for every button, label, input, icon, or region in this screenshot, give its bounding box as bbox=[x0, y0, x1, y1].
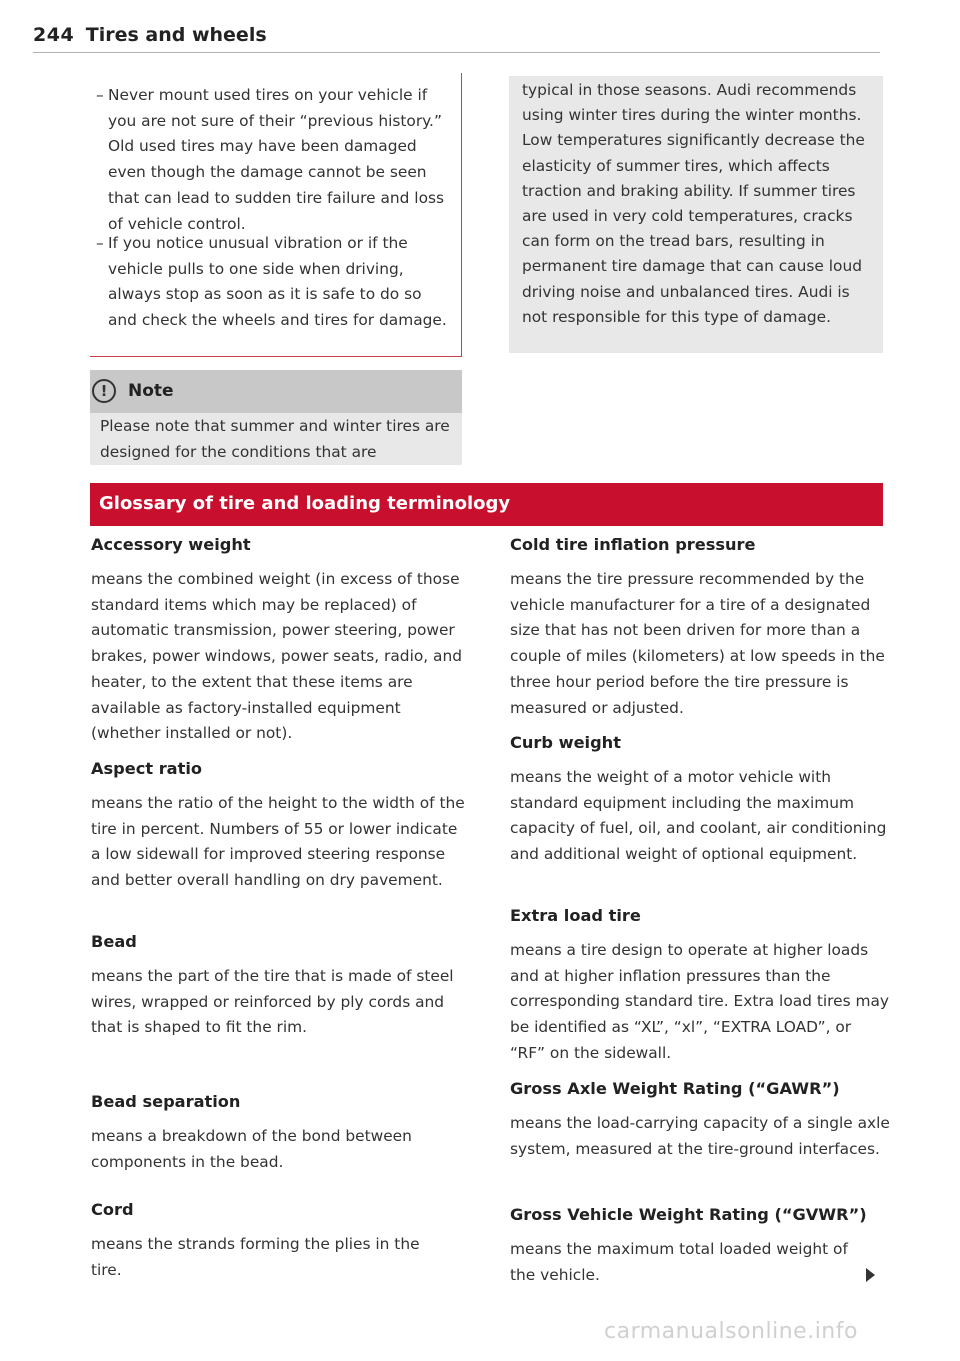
note-header bbox=[90, 370, 462, 413]
glossary-definition: means the part of the tire that is made of steel wires, wrapped or reinforced by ply cords and that is shaped to fit the rim. bbox=[91, 967, 454, 1037]
glossary-term: Gross Vehicle Weight Rating (“GVWR”) bbox=[510, 1205, 867, 1224]
glossary-term: Cord bbox=[91, 1200, 134, 1219]
page-header bbox=[33, 24, 880, 53]
warning-item: – Never mount used tires on your vehicle if you are not sure of their “previous history.” Old used tires may have been damaged even though the damage cannot be seen that can lead to sudden tire failure and loss of vehicle control. bbox=[96, 86, 445, 233]
info-circle-icon: ! bbox=[92, 379, 116, 403]
warning-item: – If you notice unusual vibration or if the vehicle pulls to one side when driving, always stop as soon as it is safe to do so and check the wheels and tires for damage. bbox=[96, 234, 447, 330]
section-header bbox=[90, 483, 883, 526]
section-title: Glossary of tire and loading terminology bbox=[99, 493, 511, 514]
page-number: 244 bbox=[33, 24, 75, 46]
glossary-definition: means the load-carrying capacity of a single axle system, measured at the tire-ground interfaces. bbox=[510, 1114, 890, 1158]
glossary-term: Bead separation bbox=[91, 1092, 241, 1111]
note-continuation-box bbox=[509, 76, 883, 353]
glossary-term: Bead bbox=[91, 932, 137, 951]
glossary-term: Curb weight bbox=[510, 733, 621, 752]
glossary-definition: means a tire design to operate at higher loads and at higher inflation pressures than the corresponding standard tire. Extra load tires may be identified as “XL”, “xl”, “EXTRA LOAD”, or “RF” on the sidewall. bbox=[510, 941, 890, 1062]
note-continued-text: typical in those seasons. Audi recommends using winter tires during the winter months. Low temperatures significantly decrease the elasticity of summer tires, which affects traction and braking ability. If summer tires are used in very cold temperatures, cracks can form on the tread bars, resulting in permanent tire damage that can cause loud driving noise and unbalanced tires. Audi is not responsible for this type of damage. bbox=[522, 81, 865, 326]
glossary-definition: means the tire pressure recommended by the vehicle manufacturer for a tire of a designated size that has not been driven for more than a couple of miles (kilometers) at low speeds in the three hour period before the tire pressure is measured or adjusted. bbox=[510, 570, 885, 717]
watermark: carmanualsonline.info bbox=[604, 1319, 858, 1344]
glossary-term: Aspect ratio bbox=[91, 759, 203, 778]
warning-box bbox=[90, 73, 462, 357]
glossary-definition: means a breakdown of the bond between components in the bead. bbox=[91, 1127, 412, 1171]
glossary-definition: means the weight of a motor vehicle with standard equipment including the maximum capacity of fuel, oil, and coolant, air conditioning and additional weight of optional equipment. bbox=[510, 768, 887, 864]
note-text: Please note that summer and winter tires are designed for the conditions that are bbox=[100, 417, 450, 461]
warning-item-text: If you notice unusual vibration or if the vehicle pulls to one side when driving, always stop as soon as it is safe to do so and check the wheels and tires for damage. bbox=[108, 234, 447, 330]
chapter-title: Tires and wheels bbox=[85, 24, 267, 46]
triangle-right-icon bbox=[866, 1268, 875, 1282]
glossary-term: Cold tire inflation pressure bbox=[510, 535, 756, 554]
glossary-definition: means the maximum total loaded weight of the vehicle. bbox=[510, 1240, 848, 1284]
glossary-term: Extra load tire bbox=[510, 906, 641, 925]
glossary-term: Gross Axle Weight Rating (“GAWR”) bbox=[510, 1079, 840, 1098]
glossary-definition: means the strands forming the plies in the tire. bbox=[91, 1235, 420, 1279]
warning-item-text: Never mount used tires on your vehicle if you are not sure of their “previous history.” Old used tires may have been damaged even though the damage cannot be seen that can lead to sudden tire failure and loss of vehicle control. bbox=[108, 86, 445, 233]
glossary-definition: means the combined weight (in excess of those standard items which may be replaced) of automatic transmission, power steering, power brakes, power windows, power seats, radio, and heater, to the extent that these items are available as factory-installed equipment (whether installed or not). bbox=[91, 570, 462, 743]
note-label: Note bbox=[128, 381, 174, 401]
note-box bbox=[90, 370, 462, 465]
glossary-term: Accessory weight bbox=[91, 535, 251, 554]
glossary-definition: means the ratio of the height to the width of the tire in percent. Numbers of 55 or lower indicate a low sidewall for improved steering response and better overall handling on dry pavement. bbox=[91, 794, 465, 890]
